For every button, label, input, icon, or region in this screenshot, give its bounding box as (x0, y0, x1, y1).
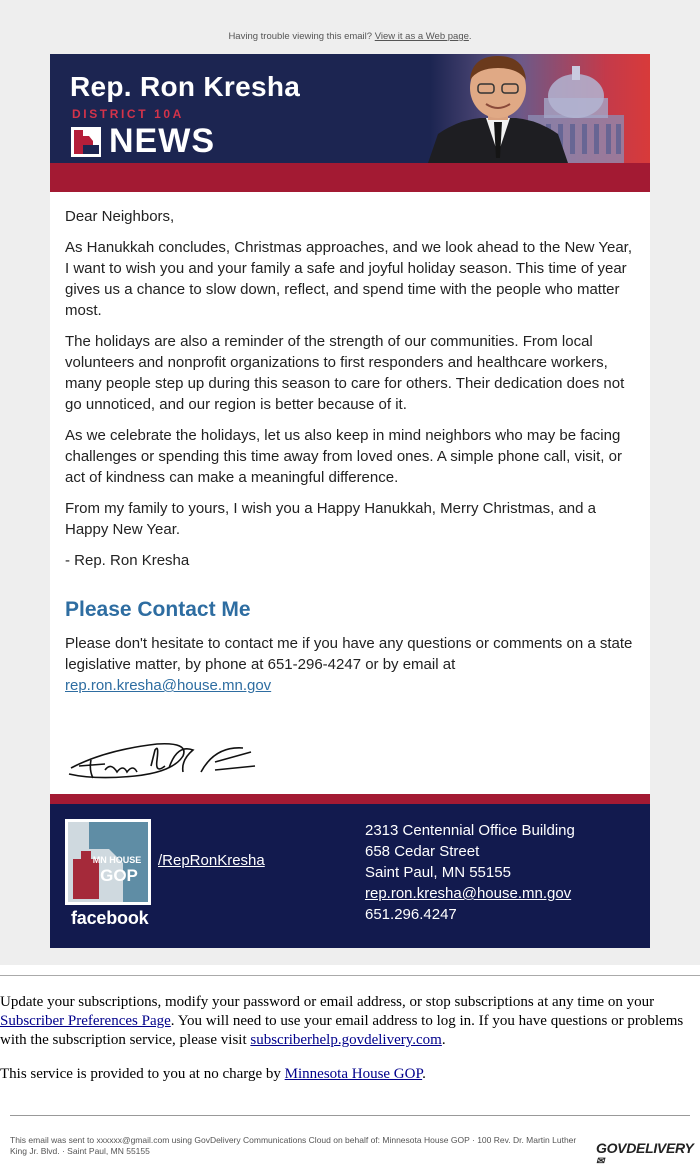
address-line: 2313 Centennial Office Building (365, 822, 575, 839)
address-line: Saint Paul, MN 55155 (365, 864, 511, 881)
contact-heading: Please Contact Me (65, 598, 251, 621)
footer-phone: 651.296.4247 (365, 906, 457, 923)
govdelivery-brand: GOVDELIVERY (596, 1140, 694, 1156)
banner-news-title: NEWS (109, 122, 215, 160)
newsletter-card (50, 54, 650, 948)
contact-footer (50, 804, 650, 948)
signature-image (65, 706, 265, 786)
footer-email-wrap (365, 883, 575, 904)
subscription-text-1: Update your subscriptions, modify your password or email address, or stop subscriptions at any time on your (0, 994, 655, 1010)
header-banner (50, 54, 650, 163)
subscription-text-2: . You will need to use your email address to log in. If you have questions or problems with the subscription service, please visit (0, 1013, 684, 1048)
banner-red-bar (50, 163, 650, 192)
service-end: . (422, 1066, 426, 1082)
banner-district: DISTRICT 10A (72, 107, 184, 121)
contact-text (65, 633, 635, 696)
letter-greeting: Dear Neighbors, (65, 208, 175, 225)
divider (0, 975, 700, 976)
contact-email-link[interactable]: rep.ron.kresha@house.mn.gov (65, 677, 272, 694)
facebook-label: facebook (71, 908, 149, 928)
mn-house-gop-logo[interactable] (65, 819, 151, 905)
facebook-handle-link[interactable]: /RepRonKresha (158, 852, 265, 869)
envelope-icon: ✉ (596, 1156, 605, 1167)
mn-house-gop-link[interactable]: Minnesota House GOP (284, 1066, 423, 1082)
trouble-text: Having trouble viewing this email? (228, 31, 373, 42)
legal-footer: This email was sent to xxxxxx@gmail.com using GovDelivery Communications Cloud on behalf of: Minnesota House GOP · 100 Rev. Dr. Martin Luther King Jr. Blvd. · Saint Paul, MN 55155 (10, 1135, 577, 1156)
divider (10, 1115, 690, 1116)
subscription-info (0, 993, 700, 1099)
logo-text-mnhouse: MN HOUSE (92, 855, 142, 865)
facebook-link-wrap (158, 852, 265, 869)
letter-signoff: - Rep. Ron Kresha (65, 552, 190, 569)
office-address (365, 820, 575, 925)
service-text: This service is provided to you at no charge by (0, 1066, 281, 1082)
letter-paragraph: As we celebrate the holidays, let us also keep in mind neighbors who may be facing challenges or spending this time away from loved ones. A simple phone call, visit, or act of kindness can make a meaningful difference. (65, 427, 622, 486)
footer-email-link[interactable]: rep.ron.kresha@house.mn.gov (365, 885, 572, 902)
footer-red-bar (50, 794, 650, 804)
contact-description: Please don't hesitate to contact me if you have any questions or comments on a state legislative matter, by phone at 651-296-4247 or by email at (65, 635, 633, 673)
subscriber-preferences-link[interactable]: Subscriber Preferences Page (0, 1013, 171, 1029)
representative-photo (428, 54, 568, 163)
letter-paragraph: The holidays are also a reminder of the strength of our communities. From local volunteers and nonprofit organizations to first responders and healthcare workers, many people step up during this season to care for others. Their dedication does not go unnoticed, and our region is better because of it. (65, 333, 625, 413)
address-line: 658 Cedar Street (365, 843, 480, 860)
subscription-paragraph (0, 993, 700, 1050)
banner-rep-name: Rep. Ron Kresha (70, 71, 301, 102)
mn-gop-logo-icon (71, 127, 101, 157)
service-paragraph (0, 1065, 700, 1084)
subscriber-help-link[interactable]: subscriberhelp.govdelivery.com (250, 1032, 442, 1048)
letter-paragraph: From my family to yours, I wish you a Happy Hanukkah, Merry Christmas, and a Happy New Year. (65, 500, 597, 538)
view-trouble-line: Having trouble viewing this email? View it as a Web page. (228, 31, 472, 42)
logo-text-gop: GOP (100, 866, 138, 885)
govdelivery-logo[interactable] (596, 1140, 700, 1172)
subscription-text-3: . (441, 1032, 446, 1048)
letter-body (50, 192, 650, 792)
letter-paragraph: As Hanukkah concludes, Christmas approaches, and we look ahead to the New Year, I want to wish you and your family a safe and joyful holiday season. This time of year gives us a chance to slow down, reflect, and spend time with the people who matter most. (65, 239, 633, 319)
view-web-link[interactable]: View it as a Web page (374, 31, 469, 42)
